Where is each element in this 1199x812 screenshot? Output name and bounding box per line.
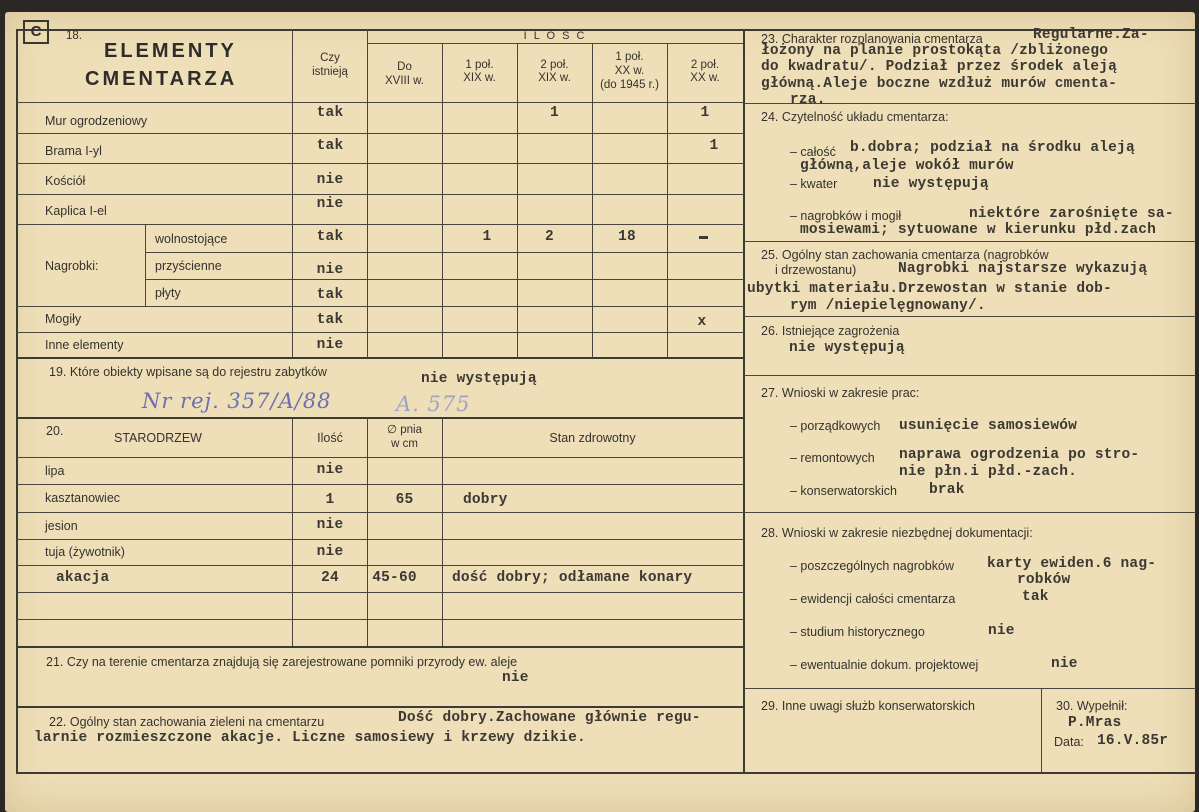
s24-calosc-2: główną,aleje wokół murów [800,158,1014,174]
s23-label: 23. Charakter rozplanowania cmentarza [761,32,983,46]
row-line [16,592,744,593]
row-line [16,194,744,195]
tree-count: nie [316,517,344,533]
row-label-kosciol: Kościół [45,174,86,188]
wolno-p5-dash [699,236,708,239]
row-line [16,332,744,333]
wolno-p4: 18 [618,229,636,245]
period-1-h2: XVIII w. [385,75,424,87]
tree-name: akacja [56,570,110,586]
exists-wolnostojace: tak [316,229,344,245]
tree-count: nie [316,544,344,560]
tree-diameter: 65 [395,492,414,508]
row-line [16,619,744,620]
s19-handwritten-register-no: Nr rej. 357/A/88 [142,389,332,413]
s27-bottom [744,512,1196,513]
row-line [16,306,744,307]
s25-line2: ubytki materiału.Drzewostan w stanie dob- [747,281,1112,297]
col-exists-h1: Czy [320,52,340,64]
col-line [145,224,146,306]
exists-mogily: tak [316,312,344,328]
period-1-h1: Do [397,61,412,73]
s21-label: 21. Czy na terenie cmentarza znajdują się zarejestrowane pomniki przyrody ew. aleje [46,655,518,669]
mogily-p5: x [697,314,707,330]
s30-label: 30. Wypełnił: [1056,699,1128,713]
s25-label-2: i drzewostanu) [775,263,857,277]
s22-answer-line1: Dość dobry.Zachowane głównie regu- [398,710,701,726]
s24-label: 24. Czytelność układu cmentarza: [761,110,949,124]
tree-name: tuja (żywotnik) [45,545,125,559]
s24-nagrobkow-label: – nagrobków i mogił [790,209,902,223]
s27-kons: brak [929,482,965,498]
s24-kwater-label: – kwater [790,177,838,191]
row-line [16,539,744,540]
period-5-h2: XX w. [690,72,720,84]
s18-bottom [16,357,744,359]
col-line [367,417,368,646]
col-ilosc-header: I L O Ś Ć [523,30,587,42]
s20-col-dia-1: ∅ pnia [387,424,422,436]
s28-ewid-label: – ewidencji całości cmentarza [790,592,956,606]
row-label-plyty: płyty [155,286,181,300]
s24-nagrobkow-2: mosiewami; sytuowane w kierunku płd.zach [800,222,1157,238]
exists-kaplica: nie [316,196,344,212]
period-4-h2: XX w. [614,65,645,77]
s28-bottom [744,688,1196,689]
exists-inne: nie [316,337,344,353]
s20-col-dia-2: w cm [391,438,418,450]
frame-bottom [16,772,1196,774]
s18-number: 18. [66,30,82,42]
s24-bottom [744,241,1196,242]
s20-bottom [16,646,744,648]
period-3-h2: XIX w. [538,72,571,84]
row-label-mogily: Mogiły [45,312,82,326]
tree-name: lipa [45,464,65,478]
brama-p5: 1 [709,138,719,154]
period-2-h1: 1 poł. [465,59,494,71]
s18-title-line1: ELEMENTY [104,40,237,62]
s23-line3: do kwadratu/. Podział przez środek aleją [761,59,1118,75]
exists-przyscienne: nie [316,262,344,278]
row-line [16,163,744,164]
wolno-p2: 1 [482,229,492,245]
mur-p3: 1 [550,105,559,121]
row-line [16,512,744,513]
s25-label-1: 25. Ogólny stan zachowania cmentarza (nagrobków [761,248,1049,262]
s30-name: P.Mras [1068,715,1122,731]
s27-rem-1: naprawa ogrodzenia po stro- [899,447,1140,463]
s26-label: 26. Istniejące zagrożenia [761,324,900,338]
exists-kosciol: nie [316,172,344,188]
col-exists-h2: istnieją [312,66,348,78]
s28-nagr-2: robków [1017,572,1071,588]
row-line [16,224,744,225]
s24-nagrobkow-1: niektóre zarośnięte sa- [969,206,1174,222]
s22-answer-line2: larnie rozmieszczone akacje. Liczne samosiewy i krzewy dzikie. [34,730,586,746]
s24-calosc-1: b.dobra; podział na środku aleją [850,140,1135,156]
tree-name: jesion [45,519,78,533]
s27-porz: usunięcie samosiewów [899,418,1078,434]
s30-date: 16.V.85r [1097,733,1169,749]
s27-kons-label: – konserwatorskich [790,484,897,498]
s25-line3: rym /niepielęgnowany/. [790,298,986,314]
s19-bottom [16,417,744,419]
s20-title: STARODRZEW [114,431,202,445]
row-line [145,279,744,280]
row-label-inne: Inne elementy [45,338,124,352]
s28-nagr-1: karty ewiden.6 nag- [987,556,1157,572]
tree-count: 1 [325,492,335,508]
col-line [442,43,443,358]
s23-line2: łożony na planie prostokąta /zbliżonego [761,43,1109,59]
period-5-h1: 2 poł. [690,59,720,71]
col-line [517,43,518,358]
wolno-p3: 2 [545,229,554,245]
period-3-h1: 2 poł. [540,59,569,71]
s28-proj: nie [1051,656,1078,672]
row-label-brama: Brama I-yl [45,144,102,158]
s25-line1: Nagrobki najstarsze wykazują [898,261,1148,277]
s27-rem-2: nie płn.i płd.-zach. [899,464,1078,480]
row-label-przyscienne: przyścienne [155,259,222,273]
tree-count: 24 [321,570,339,586]
tree-health: dobry [463,492,508,508]
s21-answer: nie [502,670,529,686]
tree-diameter: 45-60 [372,570,417,586]
s24-kwater: nie występują [873,176,989,192]
s20-col-count: Ilość [317,431,343,445]
row-line [145,252,744,253]
s23-line5: rza. [790,92,826,108]
s18-header-line [16,102,744,103]
tree-name: kasztanowiec [45,491,121,505]
s28-label: 28. Wnioski w zakresie niezbędnej dokumentacji: [761,526,1033,540]
period-4-h3: (do 1945 r.) [600,79,659,91]
row-label-wolnostojace: wolnostojące [155,232,228,246]
s20-header-line [16,457,744,458]
card-type-box: C [23,20,49,44]
period-2-h2: XIX w. [463,72,496,84]
period-4-h1: 1 poł. [615,51,644,63]
s19-answer: nie występują [421,371,537,387]
exists-plyty: tak [316,287,344,303]
row-label-nagrobki: Nagrobki: [45,259,99,273]
exists-brama: tak [316,138,344,154]
ilosc-underline [367,43,743,44]
s28-ewid: tak [1022,589,1049,605]
s22-label: 22. Ogólny stan zachowania zieleni na cmentarzu [49,715,325,729]
col-line [442,417,443,646]
s27-rem-label: – remontowych [790,451,875,465]
tree-health: dość dobry; odłamane konary [452,570,693,586]
s25-bottom [744,316,1196,317]
s28-nagr-label: – poszczególnych nagrobków [790,559,954,573]
s28-stud-label: – studium historycznego [790,625,925,639]
s30-date-label: Data: [1054,735,1084,749]
s28-stud: nie [988,623,1015,639]
col-line [1041,688,1042,774]
s18-title-line2: CMENTARZA [85,68,238,90]
s19-label: 19. Które obiekty wpisane są do rejestru zabytków [49,365,327,379]
s26-bottom [744,375,1196,376]
s20-number: 20. [46,424,64,438]
s23-line1: Regularne.Za- [1033,27,1149,43]
s26-answer: nie występują [789,340,905,356]
s27-label: 27. Wnioski w zakresie prac: [761,386,920,400]
row-line [16,133,744,134]
s20-col-health: Stan zdrowotny [549,431,636,445]
frame-left [16,29,18,774]
row-line [16,565,744,566]
s28-proj-label: – ewentualnie dokum. projektowej [790,658,979,672]
row-label-kaplica: Kaplica I-el [45,204,107,218]
s27-porz-label: – porządkowych [790,419,881,433]
exists-mur: tak [316,105,344,121]
tree-count: nie [316,462,344,478]
s19-handwritten-faint: A. 575 [396,392,471,416]
s23-line4: główną.Aleje boczne wzdłuż murów cmenta- [761,76,1118,92]
col-line [667,43,668,358]
s21-bottom [16,706,744,708]
s24-calosc-label: – całość [790,145,836,159]
mur-p5: 1 [700,105,710,121]
row-line [16,484,744,485]
row-label-mur: Mur ogrodzeniowy [45,114,148,128]
s29-label: 29. Inne uwagi służb konserwatorskich [761,699,976,713]
